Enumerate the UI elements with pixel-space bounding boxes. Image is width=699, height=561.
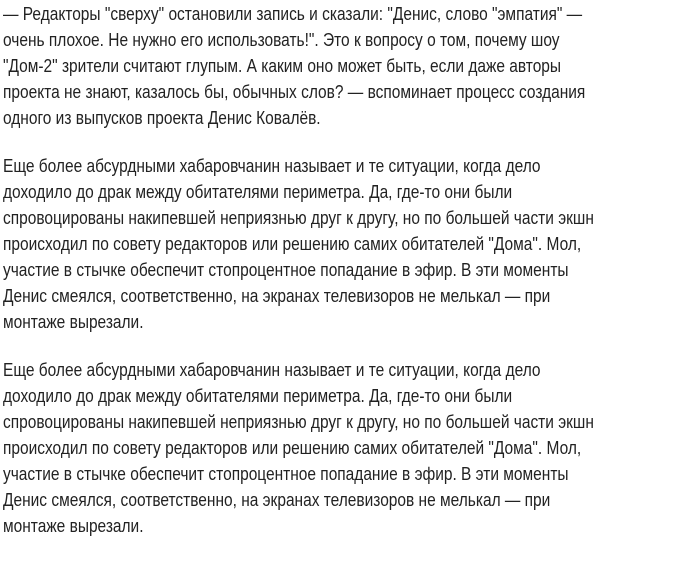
paragraph-quote <box>3 1 690 131</box>
text-line: монтаже вырезали. <box>3 312 144 332</box>
article-body <box>3 1 690 561</box>
text-line: проекта не знают, казалось бы, обычных слов? — вспоминает процесс создания <box>3 82 586 102</box>
text-line: происходил по совету редакторов или решению самих обитателей "Дома". Мол, <box>3 234 582 254</box>
text-line: "Дом-2" зрители считают глупым. А каким оно может быть, если даже авторы <box>3 56 562 76</box>
text-line: происходил по совету редакторов или решению самих обитателей "Дома". Мол, <box>3 438 582 458</box>
text-line: Еще более абсурдными хабаровчанин называет и те ситуации, когда дело <box>3 360 541 380</box>
text-line: очень плохое. Не нужно его использовать!". Это к вопросу о том, почему шоу <box>3 30 560 50</box>
text-line: доходило до драк между обитателями периметра. Да, где-то они были <box>3 386 513 406</box>
text-line: одного из выпусков проекта Денис Ковалёв. <box>3 108 321 128</box>
text-line: доходило до драк между обитателями периметра. Да, где-то они были <box>3 182 513 202</box>
text-line: Денис смеялся, соответственно, на экранах телевизоров не мелькал — при <box>3 286 551 306</box>
text-line: участие в стычке обеспечит стопроцентное попадание в эфир. В эти моменты <box>3 464 569 484</box>
text-line: — Редакторы "сверху" остановили запись и сказали: "Денис, слово "эмпатия" — <box>3 4 583 24</box>
text-line: спровоцированы накипевшей неприязнью друг к другу, но по большей части экшн <box>3 208 594 228</box>
paragraph-fights <box>3 153 690 335</box>
text-line: участие в стычке обеспечит стопроцентное попадание в эфир. В эти моменты <box>3 260 569 280</box>
text-line: спровоцированы накипевшей неприязнью друг к другу, но по большей части экшн <box>3 412 594 432</box>
text-line: Еще более абсурдными хабаровчанин называет и те ситуации, когда дело <box>3 156 541 176</box>
text-line: Денис смеялся, соответственно, на экранах телевизоров не мелькал — при <box>3 490 551 510</box>
text-line: монтаже вырезали. <box>3 516 144 536</box>
paragraph-fights-repeat <box>3 357 690 539</box>
